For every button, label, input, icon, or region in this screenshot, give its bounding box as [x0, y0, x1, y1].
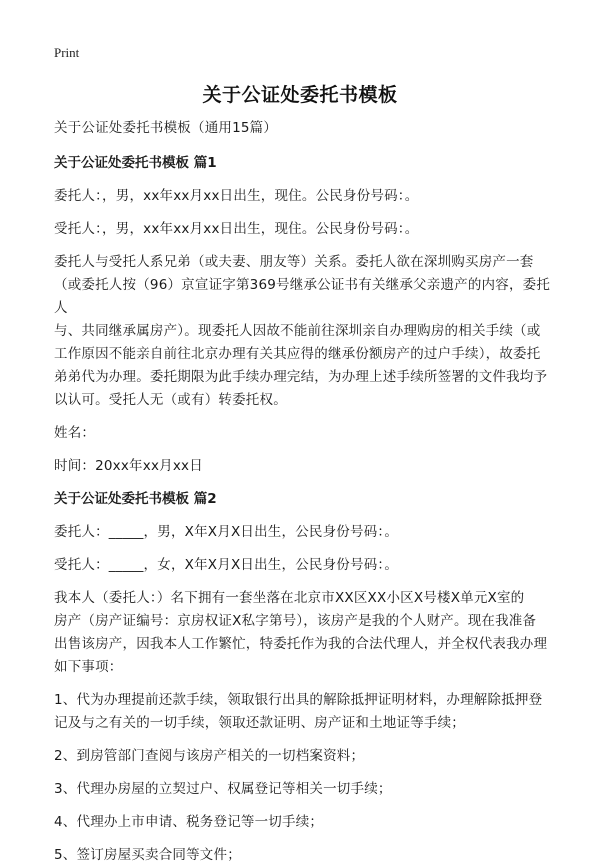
body-line: 弟弟代为办理。委托期限为此手续办理完结，为办理上述手续所签署的文件我均予 [54, 369, 548, 385]
document-body [54, 117, 560, 867]
body-line: 与、共同继承属房产）。现委托人因故不能前往深圳亲自办理购房的相关手续（或 [54, 323, 541, 339]
list-item-line: 3、代理办房屋的立契过户、权属登记等相关一切手续； [54, 781, 392, 797]
document-title: 关于公证处委托书模板 [202, 84, 398, 106]
body-line: 如下事项： [54, 659, 123, 675]
list-item-line: 4、代理办上市申请、税务登记等一切手续； [54, 814, 324, 830]
body-line: 房产（房产证编号：京房权证X私字第号），该房产是我的个人财产。现在我准备 [54, 613, 537, 629]
section-1-principal: 委托人：，男，xx年xx月xx日出生，现住。公民身份号码：。 [54, 188, 419, 204]
section-1-agent: 受托人：，男，xx年xx月xx日出生，现住。公民身份号码：。 [54, 221, 419, 237]
section-1-heading: 关于公证处委托书模板 篇1 [54, 155, 217, 171]
section-1-date: 时间：20xx年xx月xx日 [54, 458, 203, 474]
section-2-principal: 委托人：_____，男，X年X月X日出生，公民身份号码：。 [54, 524, 399, 540]
list-item-line: 1、代为办理提前还款手续，领取银行出具的解除抵押证明材料，办理解除抵押登 [54, 692, 543, 708]
section-1-signature: 姓名： [54, 425, 96, 441]
section-2-heading: 关于公证处委托书模板 篇2 [54, 491, 217, 507]
body-line: 工作原因不能亲自前往北京办理有关其应得的继承份额房产的过户手续），故委托 [54, 346, 541, 362]
body-line: 委托人与受托人系兄弟（或夫妻、朋友等）关系。委托人欲在深圳购买房产一套 [54, 254, 534, 270]
list-item [54, 745, 560, 768]
section-2-agent: 受托人：_____，女，X年X月X日出生，公民身份号码：。 [54, 557, 399, 573]
list-item [54, 778, 560, 801]
section-1-body [54, 251, 560, 412]
section-2-body [54, 587, 560, 679]
body-line: 以认可。受托人无（或有）转委托权。 [54, 392, 287, 408]
print-link[interactable]: Print [54, 45, 80, 60]
list-item-line: 记及与之有关的一切手续，领取还款证明、房产证和土地证等手续； [54, 715, 465, 731]
body-line: （或委托人按（96）京宣证字第369号继承公证书有关继承父亲遗产的内容，委托人 [54, 277, 551, 316]
list-item [54, 811, 560, 834]
list-item [54, 689, 560, 735]
list-item-line: 2、到房管部门查阅与该房产相关的一切档案资料； [54, 748, 365, 764]
list-item [54, 844, 560, 867]
body-line: 出售该房产，因我本人工作繁忙，特委托作为我的合法代理人，并全权代表我办理 [54, 636, 548, 652]
body-line: 我本人（委托人：）名下拥有一套坐落在北京市XX区XX小区X号楼X单元X室的 [54, 590, 525, 606]
document-subtitle: 关于公证处委托书模板（通用15篇） [54, 120, 278, 136]
list-item-line: 5、签订房屋买卖合同等文件； [54, 847, 241, 863]
